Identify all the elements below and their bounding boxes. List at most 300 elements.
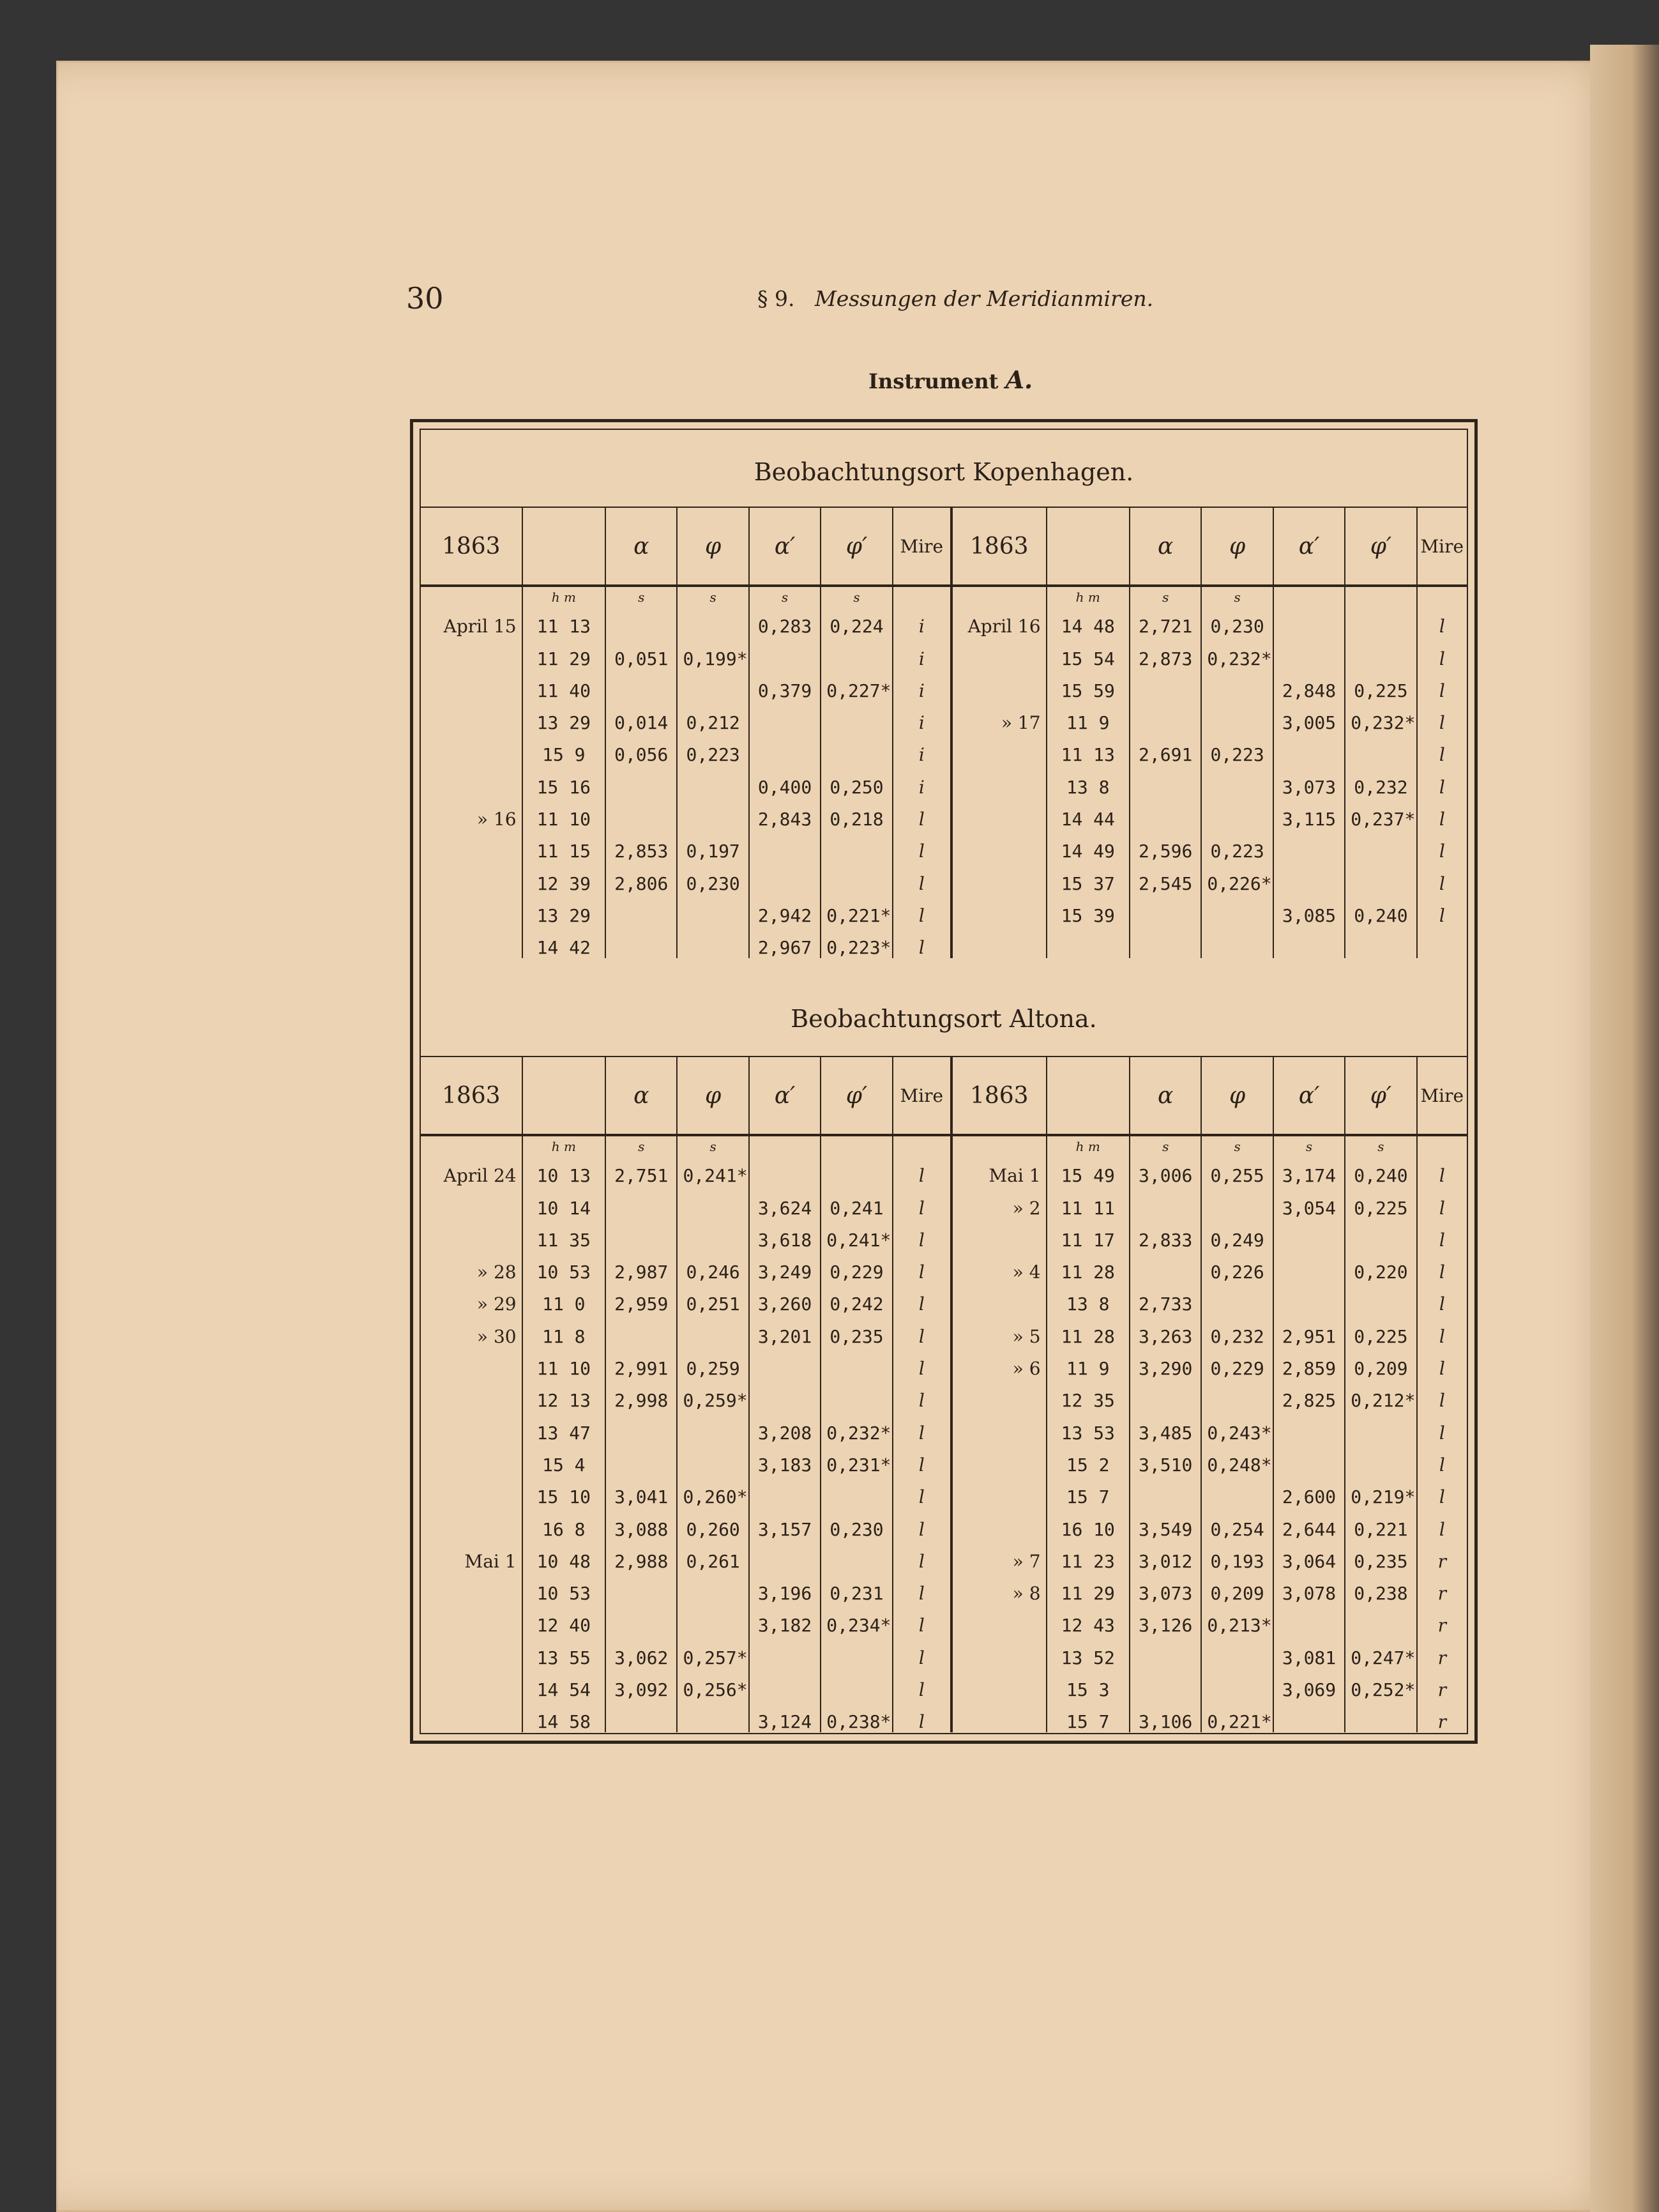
table-cell: 3,208 xyxy=(749,1411,821,1443)
table-cell: 0,232 xyxy=(1345,765,1416,797)
table-cell: 3,201 xyxy=(749,1315,821,1346)
unit-cell xyxy=(893,1135,951,1154)
table-cell xyxy=(1201,765,1273,797)
table-cell: 0,230 xyxy=(821,1507,892,1539)
table-cell: 0,212 xyxy=(677,701,748,733)
table-cell: l xyxy=(893,1251,951,1283)
table-cell xyxy=(677,1700,748,1732)
table-cell: 0,259* xyxy=(677,1379,748,1411)
table-cell: 0,234* xyxy=(821,1604,892,1636)
table-cell xyxy=(677,669,748,701)
table-cell: 2,942 xyxy=(749,894,821,926)
table-cell xyxy=(749,1636,821,1668)
table-cell xyxy=(1273,862,1345,894)
table-cell xyxy=(1130,765,1201,797)
table-cell: 11 9 xyxy=(1047,1347,1130,1379)
unit-cell: s xyxy=(821,586,892,605)
unit-cell: h m xyxy=(1047,586,1130,605)
table-cell xyxy=(1273,637,1345,669)
table-cell xyxy=(951,1444,1047,1476)
table-cell: 0,223 xyxy=(1201,830,1273,862)
column-header: 1863 xyxy=(951,507,1047,586)
table-cell: 10 13 xyxy=(522,1154,605,1186)
column-header xyxy=(522,1056,605,1135)
table-cell: 0,209 xyxy=(1201,1572,1273,1604)
table-cell: April 24 xyxy=(443,1165,517,1187)
section-number: § 9. xyxy=(757,286,795,311)
table-cell: 3,126 xyxy=(1130,1604,1201,1636)
table-cell: 11 28 xyxy=(1047,1251,1130,1283)
table-cell: 3,174 xyxy=(1273,1154,1345,1186)
unit-cell xyxy=(951,586,1047,605)
table-frame xyxy=(410,419,1478,1744)
unit-cell: h m xyxy=(522,1135,605,1154)
table-cell xyxy=(1130,1379,1201,1411)
unit-cell: s xyxy=(677,586,748,605)
table-cell: 13 29 xyxy=(522,894,605,926)
table-cell xyxy=(951,894,1047,926)
page-number: 30 xyxy=(406,281,444,316)
table-cell: 3,485 xyxy=(1130,1411,1201,1443)
table-cell: l xyxy=(893,1219,951,1251)
table-cell: April 16 xyxy=(951,605,1047,637)
table-cell: l xyxy=(893,1283,951,1315)
table-cell xyxy=(1201,894,1273,926)
table-cell: 0,220 xyxy=(1345,1251,1416,1283)
table-cell: 0,259 xyxy=(677,1347,748,1379)
unit-cell: s xyxy=(749,586,821,605)
table-cell: 2,987 xyxy=(605,1251,677,1283)
table-cell: 3,182 xyxy=(749,1604,821,1636)
table-cell xyxy=(421,894,522,926)
table-cell: 0,400 xyxy=(749,765,821,797)
table-cell xyxy=(1130,1636,1201,1668)
table-cell: 3,106 xyxy=(1130,1700,1201,1732)
table-cell xyxy=(1273,605,1345,637)
table-cell xyxy=(821,1476,892,1507)
table-cell: 11 13 xyxy=(522,605,605,637)
table-cell: 0,223 xyxy=(1201,733,1273,765)
table-cell xyxy=(749,733,821,765)
unit-cell: h m xyxy=(1047,1135,1130,1154)
table-cell xyxy=(1130,798,1201,830)
table-cell: 0,197 xyxy=(677,830,748,862)
table-cell: 2,998 xyxy=(605,1379,677,1411)
table-cell: l xyxy=(893,830,951,862)
column-header: φ xyxy=(677,1056,748,1135)
table-cell xyxy=(421,1476,522,1507)
table-cell xyxy=(1273,1444,1345,1476)
table-cell xyxy=(1130,1668,1201,1700)
table-row xyxy=(421,1219,1467,1251)
table-cell xyxy=(605,1219,677,1251)
table-cell xyxy=(749,830,821,862)
table-cell: 3,549 xyxy=(1130,1507,1201,1539)
table-cell: 2,721 xyxy=(1130,605,1201,637)
table-cell: l xyxy=(1417,1347,1467,1379)
table-cell xyxy=(605,1186,677,1218)
table-cell xyxy=(749,1379,821,1411)
table-row xyxy=(421,669,1467,701)
table-cell: 2,833 xyxy=(1130,1219,1201,1251)
kopenhagen-rows xyxy=(421,586,1467,958)
table-cell: 0,229 xyxy=(1201,1347,1273,1379)
column-header xyxy=(1047,1056,1130,1135)
column-header: α′ xyxy=(749,1056,821,1135)
table-cell: l xyxy=(893,862,951,894)
table-cell xyxy=(951,1604,1047,1636)
column-header: Mire xyxy=(893,507,951,586)
table-cell xyxy=(1201,669,1273,701)
table-cell xyxy=(749,1540,821,1572)
table-cell: 3,196 xyxy=(749,1572,821,1604)
table-cell: 3,510 xyxy=(1130,1444,1201,1476)
table-cell: 10 53 xyxy=(522,1251,605,1283)
table-cell: 3,054 xyxy=(1273,1186,1345,1218)
table-cell xyxy=(677,1219,748,1251)
table-cell: r xyxy=(1417,1604,1467,1636)
table-cell xyxy=(421,1700,522,1732)
table-cell: i xyxy=(893,733,951,765)
table-cell xyxy=(1345,926,1416,958)
table-cell xyxy=(1345,830,1416,862)
unit-cell xyxy=(1345,586,1416,605)
column-header: 1863 xyxy=(951,1056,1047,1135)
table-cell: l xyxy=(1417,1444,1467,1476)
table-cell xyxy=(1201,1379,1273,1411)
column-header: φ′ xyxy=(821,507,892,586)
table-cell: 13 53 xyxy=(1047,1411,1130,1443)
page-edge xyxy=(1590,45,1659,2212)
table-row xyxy=(421,765,1467,797)
altona-table xyxy=(421,1056,1467,1732)
table-cell: l xyxy=(1417,1315,1467,1346)
table-cell xyxy=(421,1219,522,1251)
table-cell: l xyxy=(1417,733,1467,765)
table-cell xyxy=(421,926,522,958)
table-cell: 15 37 xyxy=(1047,862,1130,894)
table-cell xyxy=(1417,926,1467,958)
table-row xyxy=(421,1444,1467,1476)
table-cell: 3,115 xyxy=(1273,798,1345,830)
table-cell: 15 10 xyxy=(522,1476,605,1507)
table-cell: 3,006 xyxy=(1130,1154,1201,1186)
table-cell: 11 23 xyxy=(1047,1540,1130,1572)
column-header: α xyxy=(605,507,677,586)
table-cell xyxy=(421,1507,522,1539)
table-cell xyxy=(677,605,748,637)
table-cell: 2,751 xyxy=(605,1154,677,1186)
table-cell: 3,092 xyxy=(605,1668,677,1700)
table-cell: l xyxy=(1417,894,1467,926)
unit-cell: s xyxy=(1130,586,1201,605)
table-cell: 0,232* xyxy=(1201,637,1273,669)
table-cell: 0,225 xyxy=(1345,1315,1416,1346)
table-cell: 12 43 xyxy=(1047,1604,1130,1636)
table-row xyxy=(421,605,1467,637)
table-cell xyxy=(821,1540,892,1572)
table-cell: 0,212* xyxy=(1345,1379,1416,1411)
table-cell: l xyxy=(1417,637,1467,669)
table-cell xyxy=(1047,926,1130,958)
table-cell: l xyxy=(1417,1219,1467,1251)
table-cell xyxy=(605,1700,677,1732)
table-cell xyxy=(605,1411,677,1443)
table-cell: l xyxy=(1417,830,1467,862)
table-row xyxy=(421,1186,1467,1218)
table-row xyxy=(421,830,1467,862)
table-cell: 11 9 xyxy=(1047,701,1130,733)
table-cell: 15 54 xyxy=(1047,637,1130,669)
table-cell: 0,256* xyxy=(677,1668,748,1700)
table-cell: 0,225 xyxy=(1345,669,1416,701)
unit-cell xyxy=(1273,586,1345,605)
table-cell: 14 54 xyxy=(522,1668,605,1700)
table-row xyxy=(421,862,1467,894)
table-cell: 10 48 xyxy=(522,1540,605,1572)
table-row xyxy=(421,1315,1467,1346)
table-cell: » 16 xyxy=(476,809,517,830)
table-cell: r xyxy=(1417,1668,1467,1700)
table-cell: 11 40 xyxy=(522,669,605,701)
table-cell xyxy=(677,765,748,797)
table-cell xyxy=(605,798,677,830)
table-cell xyxy=(605,1604,677,1636)
unit-cell: s xyxy=(677,1135,748,1154)
table-cell: 11 29 xyxy=(1047,1572,1130,1604)
table-cell: 0,246 xyxy=(677,1251,748,1283)
running-head xyxy=(757,286,1153,311)
table-cell xyxy=(677,1315,748,1346)
table-cell: l xyxy=(893,1540,951,1572)
table-cell xyxy=(951,926,1047,958)
table-cell: » 8 xyxy=(951,1572,1047,1604)
table-cell xyxy=(1345,733,1416,765)
table-cell xyxy=(1130,1476,1201,1507)
table-cell: 0,227* xyxy=(821,669,892,701)
table-cell: 15 49 xyxy=(1047,1154,1130,1186)
table-cell: 0,232 xyxy=(1201,1315,1273,1346)
table-cell xyxy=(749,1476,821,1507)
table-cell: l xyxy=(1417,1507,1467,1539)
table-cell xyxy=(1273,926,1345,958)
table-cell: 0,221* xyxy=(1201,1700,1273,1732)
table-cell: 3,012 xyxy=(1130,1540,1201,1572)
table-cell xyxy=(1273,1251,1345,1283)
unit-cell xyxy=(1417,586,1467,605)
kopenhagen-table xyxy=(421,507,1467,958)
table-cell xyxy=(421,701,522,733)
table-inner xyxy=(420,429,1468,1734)
table-cell: 0,199* xyxy=(677,637,748,669)
table-cell: 0,255 xyxy=(1201,1154,1273,1186)
table-cell: r xyxy=(1417,1540,1467,1572)
table-cell: 16 10 xyxy=(1047,1507,1130,1539)
unit-cell: s xyxy=(1201,1135,1273,1154)
table-cell: 11 11 xyxy=(1047,1186,1130,1218)
table-cell xyxy=(951,637,1047,669)
table-cell xyxy=(821,637,892,669)
table-cell: April 15 xyxy=(443,616,517,637)
table-cell: 0,225 xyxy=(1345,1186,1416,1218)
table-cell xyxy=(1273,1604,1345,1636)
table-cell: l xyxy=(1417,1251,1467,1283)
table-cell xyxy=(951,669,1047,701)
table-cell xyxy=(821,830,892,862)
table-cell: 11 29 xyxy=(522,637,605,669)
table-cell xyxy=(1130,1251,1201,1283)
table-cell xyxy=(677,1444,748,1476)
column-header: φ′ xyxy=(1345,507,1416,586)
table-row xyxy=(421,1154,1467,1186)
table-cell: 12 35 xyxy=(1047,1379,1130,1411)
table-cell: 0,219* xyxy=(1345,1476,1416,1507)
table-cell: l xyxy=(893,1636,951,1668)
table-cell: 3,081 xyxy=(1273,1636,1345,1668)
table-cell xyxy=(951,862,1047,894)
instrument-title xyxy=(868,365,1033,394)
table-cell: 2,733 xyxy=(1130,1283,1201,1315)
table-cell: 3,073 xyxy=(1273,765,1345,797)
table-cell: l xyxy=(1417,1186,1467,1218)
table-cell: l xyxy=(893,1700,951,1732)
table-cell: 11 10 xyxy=(522,1347,605,1379)
unit-cell xyxy=(951,1135,1047,1154)
table-cell: 3,005 xyxy=(1273,701,1345,733)
table-cell: 2,991 xyxy=(605,1347,677,1379)
table-cell: l xyxy=(893,1315,951,1346)
table-cell xyxy=(821,1379,892,1411)
table-cell: 14 48 xyxy=(1047,605,1130,637)
table-cell: l xyxy=(893,1604,951,1636)
table-cell: 0,260 xyxy=(677,1507,748,1539)
table-cell: 10 53 xyxy=(522,1572,605,1604)
table-cell: 0,218 xyxy=(821,798,892,830)
table-cell xyxy=(1201,1636,1273,1668)
table-cell xyxy=(421,669,522,701)
table-cell: l xyxy=(1417,862,1467,894)
table-cell: 3,260 xyxy=(749,1283,821,1315)
table-cell xyxy=(677,926,748,958)
table-cell xyxy=(749,637,821,669)
table-cell xyxy=(951,733,1047,765)
table-cell xyxy=(951,1668,1047,1700)
table-cell: 2,967 xyxy=(749,926,821,958)
table-cell: 2,806 xyxy=(605,862,677,894)
table-cell xyxy=(1345,1700,1416,1732)
table-cell xyxy=(749,1668,821,1700)
table-cell xyxy=(749,1347,821,1379)
table-cell: 0,241* xyxy=(821,1219,892,1251)
table-cell: 3,088 xyxy=(605,1507,677,1539)
table-cell: l xyxy=(1417,765,1467,797)
table-cell: l xyxy=(893,926,951,958)
unit-cell xyxy=(421,1135,522,1154)
table-cell: 13 52 xyxy=(1047,1636,1130,1668)
table-row xyxy=(421,637,1467,669)
table-cell: l xyxy=(893,1411,951,1443)
table-cell: l xyxy=(893,798,951,830)
table-cell xyxy=(421,1411,522,1443)
table-cell: l xyxy=(1417,1283,1467,1315)
table-cell xyxy=(1201,1186,1273,1218)
column-header: α xyxy=(1130,1056,1201,1135)
table-cell: 12 40 xyxy=(522,1604,605,1636)
unit-cell: s xyxy=(1273,1135,1345,1154)
table-cell: 0,231* xyxy=(821,1444,892,1476)
table-cell: 14 49 xyxy=(1047,830,1130,862)
table-cell: 2,691 xyxy=(1130,733,1201,765)
table-cell: » 28 xyxy=(476,1262,517,1283)
table-cell: i xyxy=(893,669,951,701)
table-cell: r xyxy=(1417,1636,1467,1668)
table-cell xyxy=(605,1572,677,1604)
table-cell: 0,261 xyxy=(677,1540,748,1572)
unit-cell: s xyxy=(605,1135,677,1154)
unit-cell: s xyxy=(1345,1135,1416,1154)
table-cell xyxy=(1345,1444,1416,1476)
table-cell: 2,959 xyxy=(605,1283,677,1315)
table-cell: 15 39 xyxy=(1047,894,1130,926)
kopenhagen-title: Beobachtungsort Kopenhagen. xyxy=(754,458,1134,486)
table-cell: 0,230 xyxy=(677,862,748,894)
unit-cell xyxy=(893,586,951,605)
table-cell: 0,247* xyxy=(1345,1636,1416,1668)
table-cell xyxy=(605,1315,677,1346)
table-row xyxy=(421,1347,1467,1379)
table-cell xyxy=(1273,1411,1345,1443)
table-cell xyxy=(951,1507,1047,1539)
instrument-label: Instrument xyxy=(868,369,999,393)
table-row xyxy=(421,894,1467,926)
table-cell xyxy=(1130,701,1201,733)
table-cell: l xyxy=(1417,1476,1467,1507)
table-cell xyxy=(421,637,522,669)
table-cell xyxy=(605,1444,677,1476)
table-cell xyxy=(421,1668,522,1700)
table-cell xyxy=(1201,1476,1273,1507)
table-cell xyxy=(677,1186,748,1218)
altona-header-row xyxy=(421,1056,1467,1135)
table-cell xyxy=(1273,1219,1345,1251)
table-cell: 3,062 xyxy=(605,1636,677,1668)
table-cell: 13 8 xyxy=(1047,1283,1130,1315)
table-cell: 10 14 xyxy=(522,1186,605,1218)
table-row xyxy=(421,798,1467,830)
table-cell: 13 29 xyxy=(522,701,605,733)
table-cell xyxy=(749,701,821,733)
table-cell xyxy=(421,1572,522,1604)
table-cell: Mai 1 xyxy=(464,1550,517,1572)
table-cell: 0,243* xyxy=(1201,1411,1273,1443)
table-cell: 0,249 xyxy=(1201,1219,1273,1251)
table-cell: 14 42 xyxy=(522,926,605,958)
table-cell: 2,848 xyxy=(1273,669,1345,701)
table-row xyxy=(421,701,1467,733)
table-cell: 3,078 xyxy=(1273,1572,1345,1604)
table-cell: 0,014 xyxy=(605,701,677,733)
table-cell: » 5 xyxy=(951,1315,1047,1346)
table-cell: 3,085 xyxy=(1273,894,1345,926)
table-row xyxy=(421,1507,1467,1539)
table-cell xyxy=(421,830,522,862)
table-cell xyxy=(421,765,522,797)
table-cell xyxy=(1345,605,1416,637)
unit-row xyxy=(421,586,1467,605)
table-cell: 3,064 xyxy=(1273,1540,1345,1572)
table-cell: 2,853 xyxy=(605,830,677,862)
table-cell: l xyxy=(1417,1379,1467,1411)
